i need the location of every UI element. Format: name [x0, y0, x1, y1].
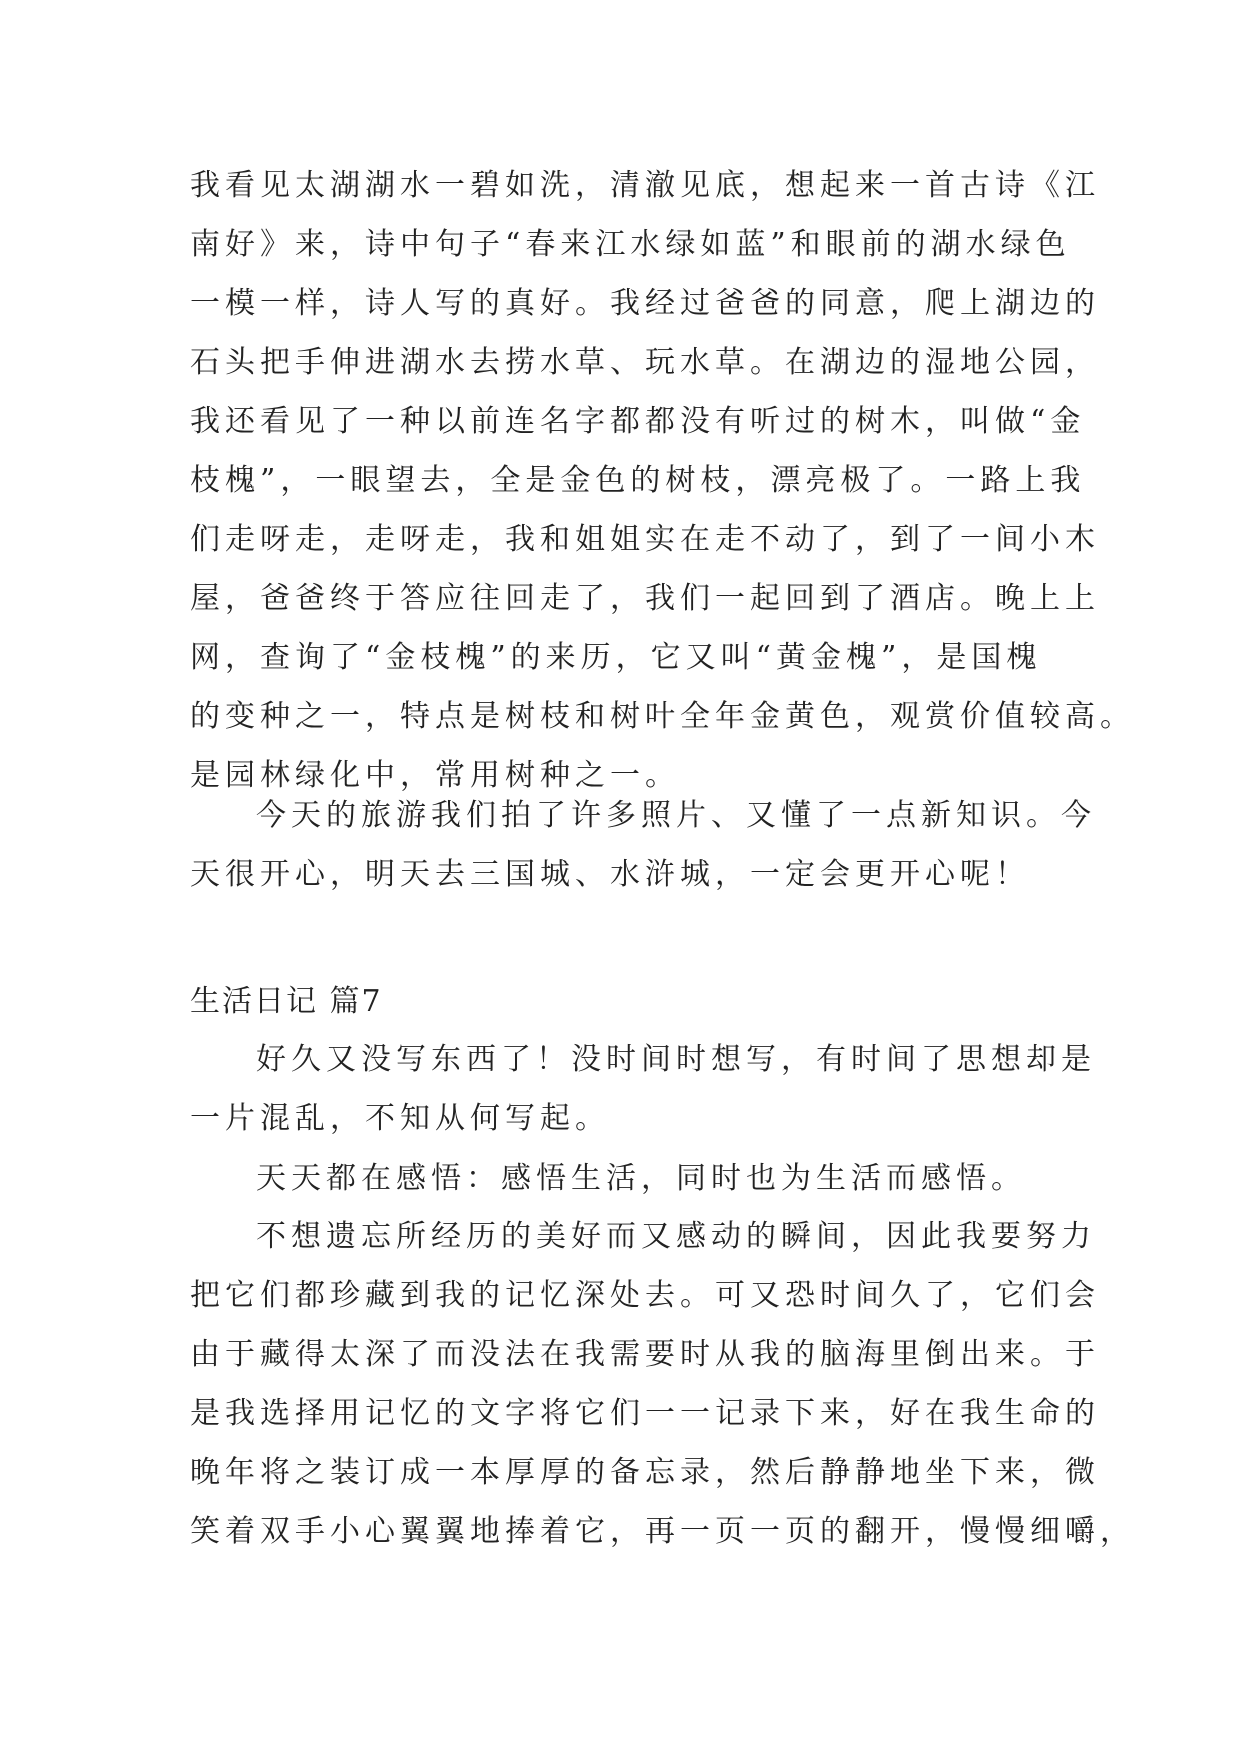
paragraph-line: 是我选择用记忆的文字将它们一一记录下来，好在我生命的 — [190, 1396, 1100, 1431]
paragraph-insight — [190, 1149, 1050, 1208]
paragraph-lake-trip — [190, 156, 1135, 805]
paragraph-line: 枝槐”，一眼望去，全是金色的树枝，漂亮极了。一路上我 — [190, 463, 1086, 498]
paragraph-line: 不想遗忘所经历的美好而又感动的瞬间，因此我要努力 — [256, 1219, 1096, 1254]
paragraph-line: 晚年将之装订成一本厚厚的备忘录，然后静静地坐下来，微 — [190, 1455, 1100, 1490]
paragraph-line: 把它们都珍藏到我的记忆深处去。可又恐时间久了，它们会 — [190, 1278, 1100, 1313]
paragraph-line: 们走呀走，走呀走，我和姐姐实在走不动了，到了一间小木 — [190, 522, 1100, 557]
paragraph-line: 我还看见了一种以前连名字都都没有听过的树木，叫做“金 — [190, 404, 1086, 439]
paragraph-line: 网，查询了“金枝槐”的来历，它又叫“黄金槐”，是国槐 — [190, 640, 1042, 675]
paragraph-memory — [190, 1207, 1135, 1561]
paragraph-closing — [190, 786, 1096, 904]
paragraph-line: 由于藏得太深了而没法在我需要时从我的脑海里倒出来。于 — [190, 1337, 1100, 1372]
paragraph-line: 石头把手伸进湖水去捞水草、玩水草。在湖边的湿地公园， — [190, 345, 1100, 380]
paragraph-line: 一片混乱，不知从何写起。 — [190, 1101, 610, 1136]
paragraph-line: 笑着双手小心翼翼地捧着它，再一页一页的翻开，慢慢细嚼， — [190, 1514, 1135, 1549]
paragraph-line: 是园林绿化中，常用树种之一。 — [190, 758, 680, 793]
paragraph-line: 天天都在感悟：感悟生活，同时也为生活而感悟。 — [256, 1161, 1026, 1196]
paragraph-line: 的变种之一，特点是树枝和树叶全年金黄色，观赏价值较高。 — [190, 699, 1135, 734]
paragraph-line: 一模一样，诗人写的真好。我经过爸爸的同意，爬上湖边的 — [190, 286, 1100, 321]
paragraph-line: 我看见太湖湖水一碧如洗，清澈见底，想起来一首古诗《江 — [190, 168, 1100, 203]
paragraph-line: 南好》来，诗中句子“春来江水绿如蓝”和眼前的湖水绿色 — [190, 227, 1071, 262]
paragraph-line: 好久又没写东西了！没时间时想写，有时间了思想却是 — [256, 1042, 1096, 1077]
section-heading: 生活日记 篇7 — [190, 984, 383, 1019]
paragraph-line: 天很开心，明天去三国城、水浒城，一定会更开心呢！ — [190, 857, 1030, 892]
paragraph-line: 屋，爸爸终于答应往回走了，我们一起回到了酒店。晚上上 — [190, 581, 1100, 616]
paragraph-intro — [190, 1030, 1096, 1148]
paragraph-line: 今天的旅游我们拍了许多照片、又懂了一点新知识。今 — [256, 798, 1096, 833]
